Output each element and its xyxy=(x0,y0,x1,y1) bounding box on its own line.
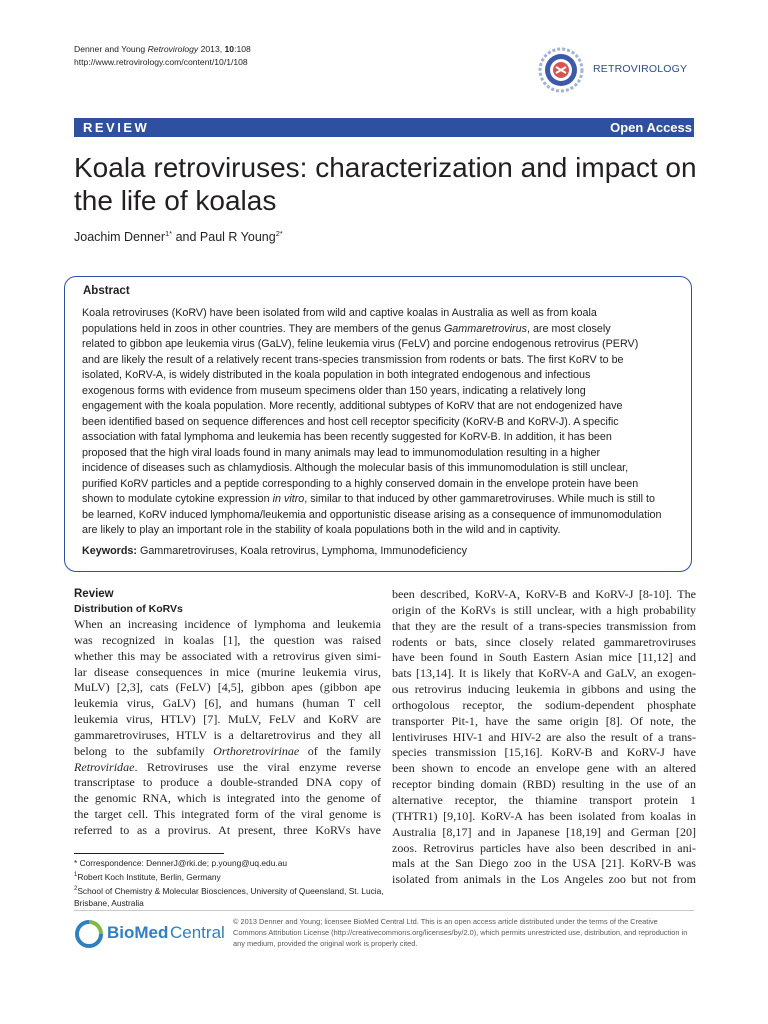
body-left-column xyxy=(74,587,381,839)
article-title: Koala retroviruses: characterization and impact on the life of koalas xyxy=(74,152,697,216)
body-line: orthogolous receptor, the sodium-dependent phosphate xyxy=(392,697,696,712)
citation-year: 2013, xyxy=(198,44,225,54)
author-2-affiliation: 2* xyxy=(275,229,283,238)
body-line: whether this may be associated with a retrovirus given simi- xyxy=(74,648,381,663)
abstract-line: are likely to play an important role in the stability of koala populations both in the wild and in captivity. xyxy=(82,524,561,536)
footnotes xyxy=(74,857,384,909)
body-line: ous retrovirus inducing leukemia in gibbons and using the xyxy=(392,682,696,697)
abstract-line: be learned, KoRV induced lymphoma/leukemia and opportunistic disease arising as a consequence of immunomodulation xyxy=(82,508,662,521)
author-2[interactable]: Paul R Young xyxy=(199,230,276,245)
abstract-in-vitro: in vitro xyxy=(272,493,305,505)
citation-issue: :108 xyxy=(234,44,251,54)
body-line: rodents or bats, since closely related gammaretroviruses xyxy=(392,634,696,649)
affiliation-2 xyxy=(74,883,384,909)
body-line: species transmission [15,16]. KoRV-B and KoRV-J have xyxy=(392,745,696,760)
abstract-line: exogenous forms with evidence from museum specimens older than 150 years, indicating a relatively long xyxy=(82,384,586,397)
body-line: leukemia virus, HTLV) [7]. MuLV, FeLV and KoRV are xyxy=(74,712,381,727)
copyright-notice: © 2013 Denner and Young; licensee BioMed Central Ltd. This is an open access article distributed under the terms of the Creative Commons Attribution License (http://creativecommons.org/licenses/by/2.0), which permits unrestricted use, distribution, and reproduction in any medium, provided the original work is properly cited. xyxy=(233,917,688,949)
body-line: the genomic RNA, which is integrated into the genome of xyxy=(74,791,381,806)
abstract-line xyxy=(82,492,688,508)
citation xyxy=(74,43,251,68)
citation-url[interactable]: http://www.retrovirology.com/content/10/1/108 xyxy=(74,56,248,67)
footnote-divider xyxy=(74,853,224,854)
article-type-banner xyxy=(74,118,694,137)
abstract-line: isolated, KoRV-A, is widely distributed in the koala population in both integrated endogenous and infectious xyxy=(82,369,591,381)
retrovirology-logo-icon xyxy=(538,47,584,93)
citation-volume: 10 xyxy=(224,44,235,54)
abstract-line: purified KoRV particles and a peptide corresponding to a highly conserved domain in the envelope protein have been xyxy=(82,477,639,490)
keywords-list: Gammaretroviruses, Koala retrovirus, Lymphoma, Immunodeficiency xyxy=(136,545,467,557)
abstract-line: engagement with the koala population. More recently, additional subtypes of KoRV that are not endogenized have xyxy=(82,400,623,412)
body-line: receptor binding domain (RBD) resulting in the use of an xyxy=(392,777,696,792)
body-line: been shown to encode an envelope gene with an altered xyxy=(392,761,696,776)
body-line: have been found in South Eastern Asian mice [11,12] and xyxy=(392,650,696,665)
body-line-part: . Retroviruses use the viral enzyme reverse xyxy=(134,759,381,774)
body-line: (THTR1) [9,10]. KoRV-A has been isolated from koalas in xyxy=(392,808,696,823)
section-heading: Review xyxy=(74,588,114,600)
body-line: lentiviruses HIV-1 and HIV-2 are also the result of a trans- xyxy=(392,729,696,744)
subsection-heading: Distribution of KoRVs xyxy=(74,603,183,615)
body-line: transcriptase to produce a double-stranded DNA copy of xyxy=(74,775,381,790)
abstract-text xyxy=(82,306,688,539)
body-line: Australia [8,17] and in Japanese [18,19] and German [20] xyxy=(392,824,696,839)
affiliation-2-marker: 2 xyxy=(74,886,78,893)
body-line: leukemia virus, GaLV) [6], and humans (human T cell xyxy=(74,696,381,711)
abstract-line: been identified based on sequence differences and host cell receptor specificity (KoRV-B and KoRV-J). A specific xyxy=(82,415,619,428)
abstract-line: Koala retroviruses (KoRV) have been isolated from wild and captive koalas in Australia as well as from koala xyxy=(82,307,597,319)
article-type-label: REVIEW xyxy=(83,120,150,135)
body-line: lar disease consequences in mice (murine leukemia virus, xyxy=(74,664,381,679)
body-line: mals at the San Diego zoo in the USA [21]. KoRV-B was xyxy=(392,856,696,871)
abstract-line xyxy=(82,322,688,338)
journal-name: RETROVIROLOGY xyxy=(593,63,688,75)
abstract-line-part: populations held in zoos in other countries. They are members of the genus xyxy=(82,322,444,335)
author-1[interactable]: Joachim Denner xyxy=(74,230,166,245)
body-line: gammaretroviruses, HTLV is a deltaretrovirus and they all xyxy=(74,727,381,742)
body-line-part: belong to the subfamily xyxy=(74,743,214,758)
body-right-column xyxy=(392,587,696,888)
logo-wordmark-b: Central xyxy=(170,923,225,942)
affiliation-1 xyxy=(74,869,384,883)
body-line: alternative receptor, the thiamine transport protein 1 xyxy=(392,792,696,807)
abstract-line: incidence of diseases such as chlamydiosis. Although the molecular basis of this immunomodulation is still unclear, xyxy=(82,462,629,474)
body-line: zoos. Retrovirus particles have also been described in ani- xyxy=(392,840,696,855)
abstract-line: association with fatal lymphoma and leukemia has been recently suggested for KoRV-B. In addition, it has been xyxy=(82,431,612,443)
body-line: been described, KoRV-A, KoRV-B and KoRV-J [8-10]. The xyxy=(392,587,696,601)
body-line: the target cell. This integrated form of the viral genome is xyxy=(74,807,381,822)
author-list xyxy=(74,229,283,244)
keywords xyxy=(82,545,467,557)
biomed-central-logo-icon xyxy=(74,919,104,949)
body-line: referred to as a provirus. At present, three KoRVs have xyxy=(74,822,381,837)
author-1-affiliation: 1* xyxy=(165,229,173,238)
body-line: origin of the KoRVs is still unclear, with a high probability xyxy=(392,602,696,617)
abstract-line: and are likely the result of a relatively recent trans-species transmission from rodents or bats. The first KoRV to be xyxy=(82,353,624,366)
author-separator: and xyxy=(172,230,200,245)
body-line: bats [13,14]. It is likely that KoRV-A and GaLV, an exogen- xyxy=(392,666,696,681)
citation-journal: Retrovirology xyxy=(147,44,199,54)
footer-divider xyxy=(74,910,694,911)
body-line xyxy=(74,744,381,760)
citation-authors: Denner and Young xyxy=(74,44,148,54)
body-line-part: of the family xyxy=(299,743,382,758)
body-line: MuLV) [2,3], cats (FeLV) [4,5], gibbon apes (gibbon ape xyxy=(74,680,381,695)
abstract-line-part: , similar to that induced by other gammaretroviruses. While much is still to xyxy=(304,493,655,505)
subfamily-name: Orthoretrovirinae xyxy=(213,743,300,758)
affiliation-2-text: School of Chemistry & Molecular Biosciences, University of Queensland, St. Lucia, Brisbane, Australia xyxy=(74,886,384,909)
abstract-heading: Abstract xyxy=(83,285,130,297)
body-line: that they are the result of a trans-species transmission from xyxy=(392,618,696,633)
body-line: When an increasing incidence of lymphoma and leukemia xyxy=(74,617,381,631)
affiliation-1-text: Robert Koch Institute, Berlin, Germany xyxy=(77,872,221,882)
family-name: Retroviridae xyxy=(74,759,135,774)
abstract-line-part: shown to modulate cytokine expression xyxy=(82,493,273,505)
abstract-line-part: , are most closely xyxy=(526,322,611,335)
keywords-label: Keywords: xyxy=(82,545,137,557)
correspondence-note[interactable]: * Correspondence: DennerJ@rki.de; p.young@uq.edu.au xyxy=(74,858,288,868)
citation-line xyxy=(74,43,251,56)
abstract-genus: Gammaretrovirus xyxy=(443,322,527,335)
abstract-line: related to gibbon ape leukemia virus (GaLV), feline leukemia virus (FeLV) and porcine endogenous retrovirus (PERV) xyxy=(82,338,639,350)
abstract-line: proposed that the high viral loads found in many animals may lead to immunomodulation resulting in a higher xyxy=(82,446,601,459)
biomed-central-logo xyxy=(74,917,234,951)
logo-wordmark-a: BioMed xyxy=(107,923,169,942)
open-access-label: Open Access xyxy=(610,120,692,135)
body-line: was recognized in koalas [1], the question was raised xyxy=(74,632,381,647)
body-line xyxy=(74,760,381,776)
body-line: isolated from animals in the Los Angeles zoo but not from xyxy=(392,872,696,887)
affiliation-1-marker: 1 xyxy=(74,872,78,879)
body-line: transporter Pit-1, have the same origin [8]. Of note, the xyxy=(392,713,696,728)
